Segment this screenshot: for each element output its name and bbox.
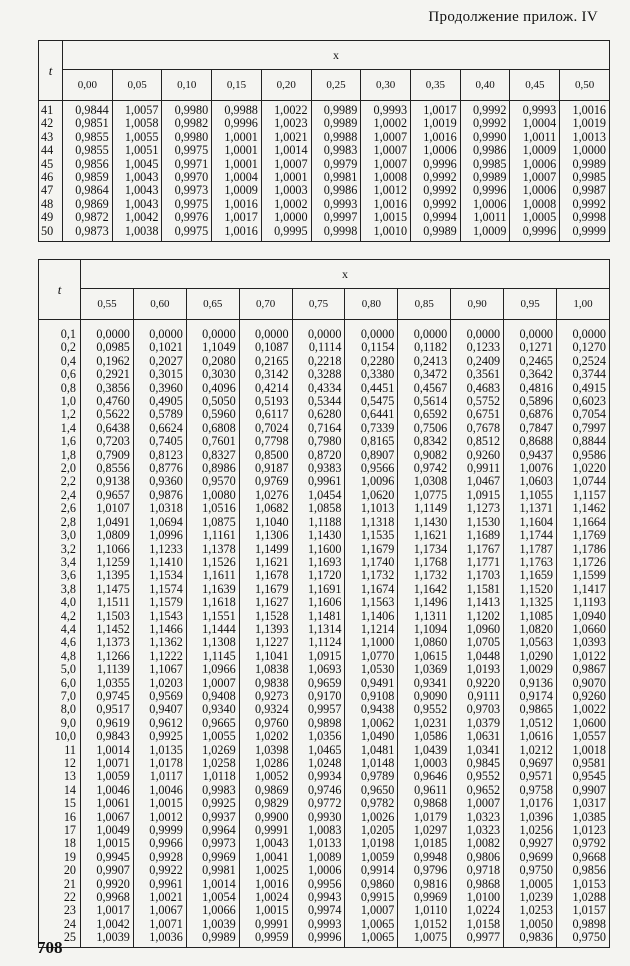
running-header: Продолжение прилож. IV	[428, 9, 598, 25]
column-header: 0,95	[504, 289, 557, 320]
values-column: 0,9988 0,9996 1,0001 1,0001 1,0001 1,0004 1,0009 1,0016 1,0017 1,0016	[212, 101, 262, 242]
column-header: 0,35	[411, 70, 461, 101]
values-column: 0,0000 0,0985 0,1962 0,2921 0,3856 0,4760 0,5622 0,6438 0,7203 0,7909 0,8556 0,9138 0,9657 1,0107 1,0491 1,0809 1,1066 1,1259 1,1395 1,1475 1,1511 1,1503 1,1452 1,1373 1,1266 1,1139 1,0355 0,9745 0,9517 0,9619 0,9843 1,0014 1,0071 1,0059 1,0046 1,0061 1,0067 1,0049 1,0015 0,9945 0,9907 0,9920 0,9968 1,0017 1,0042 1,0039	[81, 320, 134, 948]
values-column: 0,0000 0,1182 0,2413 0,3472 0,4567 0,5614 0,6592 0,7506 0,8342 0,9082 0,9742 1,0308 1,0775 1,1149 1,1430 1,1621 1,1734 1,1768 1,1732 1,1642 1,1496 1,1311 1,1094 1,0860 1,0615 1,0369 0,9341 0,9090 0,9552 1,0231 1,0586 1,0439 1,0003 0,9646 0,9611 0,9868 1,0179 1,0297 1,0185 0,9948 0,9796 0,9816 0,9969 1,0110 1,0152 1,0075	[398, 320, 451, 948]
column-header: 0,50	[560, 70, 610, 101]
values-column: 1,0022 1,0023 1,0021 1,0014 1,0007 1,0001 1,0003 1,0002 1,0000 0,9995	[261, 101, 311, 242]
values-column: 0,9844 0,9851 0,9855 0,9855 0,9856 0,9859 0,9864 0,9869 0,9872 0,9873	[63, 101, 113, 242]
column-header: 0,30	[361, 70, 411, 101]
column-header: 0,15	[212, 70, 262, 101]
column-header: 0,10	[162, 70, 212, 101]
page-number: 708	[37, 938, 63, 957]
column-header: 0,70	[239, 289, 292, 320]
t-header: t	[39, 260, 81, 320]
values-column: 0,9993 1,0004 1,0011 1,0009 1,0006 1,0007 1,0006 1,0008 1,0005 0,9996	[510, 101, 560, 242]
t-values-column: 0,1 0,2 0,4 0,6 0,8 1,0 1,2 1,4 1,6 1,8 2,0 2,2 2,4 2,6 2,8 3,0 3,2 3,4 3,6 3,8 4,0 4,2 4,4 4,6 4,8 5,0 6,0 7,0 8,0 9,0 10,0 11 12 13 14 15 16 17 18 19 20 21 22 23 24 25	[39, 320, 81, 948]
column-header: 0,25	[311, 70, 361, 101]
t-values-column: 41 42 43 44 45 46 47 48 49 50	[39, 101, 63, 242]
values-column: 0,9980 0,9982 0,9980 0,9975 0,9971 0,9970 0,9973 0,9975 0,9976 0,9975	[162, 101, 212, 242]
values-column: 1,0057 1,0058 1,0055 1,0051 1,0045 1,0043 1,0043 1,0043 1,0042 1,0038	[112, 101, 162, 242]
column-header: 1,00	[557, 289, 610, 320]
column-header: 0,55	[81, 289, 134, 320]
column-header: 0,75	[292, 289, 345, 320]
values-column: 0,0000 0,1114 0,2218 0,3288 0,4334 0,5344 0,6280 0,7164 0,7980 0,8720 0,9383 0,9961 1,0454 1,0858 1,1188 1,1430 1,1600 1,1693 1,1720 1,1691 1,1606 1,1481 1,1314 1,1124 1,0915 1,0693 0,9659 0,9170 0,9957 0,9898 1,0356 1,0465 1,0248 0,9934 0,9746 0,9772 0,9930 1,0083 1,0133 1,0089 1,0006 0,9956 0,9943 0,9974 0,9993 0,9996	[292, 320, 345, 948]
values-column: 0,0000 0,1271 0,2465 0,3642 0,4816 0,5896 0,6876 0,7847 0,8688 0,9437 1,0076 1,0603 1,1055 1,1371 1,1604 1,1744 1,1787 1,1763 1,1659 1,1520 1,1325 1,1085 1,0820 1,0563 1,0290 1,0029 0,9136 0,9174 0,9865 1,0512 1,0616 1,0212 0,9697 0,9571 0,9758 1,0176 1,0396 1,0256 0,9927 0,9699 0,9750 1,0005 1,0239 1,0253 1,0050 0,9836	[504, 320, 557, 948]
t-header: t	[39, 41, 63, 101]
data-table-bottom	[38, 259, 610, 948]
values-column: 1,0017 1,0019 1,0016 1,0006 0,9996 0,9992 0,9992 0,9992 0,9994 0,9989	[411, 101, 461, 242]
values-column: 0,9989 0,9989 0,9988 0,9983 0,9979 0,9981 0,9986 0,9993 0,9997 0,9998	[311, 101, 361, 242]
data-table-top	[38, 40, 610, 242]
column-header: 0,80	[345, 289, 398, 320]
column-header: 0,20	[261, 70, 311, 101]
values-column: 0,9993 1,0002 1,0007 1,0007 1,0007 1,0008 1,0012 1,0016 1,0015 1,0010	[361, 101, 411, 242]
values-column: 0,0000 0,1270 0,2524 0,3744 0,4915 0,6023 0,7054 0,7997 0,8844 0,9586 1,0220 1,0744 1,1157 1,1462 1,1664 1,1769 1,1786 1,1726 1,1599 1,1417 1,1193 1,0940 1,0660 1,0393 1,0122 0,9867 0,9070 0,9260 1,0022 1,0600 1,0557 1,0018 0,9581 0,9545 0,9907 1,0317 1,0385 1,0123 0,9792 0,9668 0,9856 1,0153 1,0288 1,0157 0,9898 0,9750	[557, 320, 610, 948]
column-header: 0,90	[451, 289, 504, 320]
x-header: x	[63, 41, 610, 70]
values-column: 0,0000 0,1087 0,2165 0,3142 0,4214 0,5193 0,6117 0,7024 0,7798 0,8500 0,9187 0,9769 1,0276 1,0682 1,1040 1,1306 1,1499 1,1621 1,1678 1,1679 1,1627 1,1528 1,1393 1,1227 1,1041 1,0838 0,9838 0,9273 0,9324 0,9760 1,0202 1,0398 1,0286 1,0052 0,9869 0,9829 0,9900 0,9991 1,0043 1,0041 1,0025 1,0016 1,0024 1,0015 0,9991 0,9959	[239, 320, 292, 948]
values-column: 0,0000 0,1233 0,2409 0,3561 0,4683 0,5752 0,6751 0,7678 0,8512 0,9260 0,9911 1,0467 1,0915 1,1273 1,1530 1,1689 1,1767 1,1771 1,1703 1,1581 1,1413 1,1202 1,0960 1,0705 1,0448 1,0193 0,9220 0,9111 0,9703 1,0379 1,0631 1,0341 0,9845 0,9552 0,9652 1,0007 1,0323 1,0323 1,0082 0,9806 0,9718 0,9868 1,0100 1,0224 1,0158 0,9977	[451, 320, 504, 948]
column-header: 0,85	[398, 289, 451, 320]
column-header: 0,60	[133, 289, 186, 320]
values-column: 0,0000 1,1049 0,2080 0,3030 0,4096 0,5050 0,5960 0,6808 0,7601 0,8327 0,8986 0,9570 1,0080 1,0516 1,0875 1,1161 1,1378 1,1526 1,1611 1,1639 1,1618 1,1551 1,1444 1,1308 1,1145 1,0966 1,0007 0,9408 0,9340 0,9665 1,0055 1,0269 1,0258 1,0118 0,9983 0,9925 0,9937 0,9964 0,9973 0,9969 0,9981 1,0014 1,0054 1,0066 1,0039 0,9989	[186, 320, 239, 948]
column-header: 0,05	[112, 70, 162, 101]
column-header: 0,45	[510, 70, 560, 101]
column-header: 0,00	[63, 70, 113, 101]
column-header: 0,65	[186, 289, 239, 320]
column-header: 0,40	[460, 70, 510, 101]
values-column: 0,0000 0,1154 0,2280 0,3380 0,4451 0,5475 0,6441 0,7339 0,8165 0,8907 0,9566 1,0096 1,0620 1,1013 1,1318 1,1535 1,1679 1,1740 1,1732 1,1674 1,1563 1,1406 1,1214 1,1000 1,0770 1,0530 0,9491 0,9108 0,9438 1,0062 1,0490 1,0481 1,0148 0,9789 0,9650 0,9782 1,0026 1,0205 1,0198 1,0059 0,9914 0,9860 0,9915 1,0007 1,0065 1,0065	[345, 320, 398, 948]
values-column: 0,9992 0,9992 0,9990 0,9986 0,9985 0,9989 0,9996 1,0006 1,0011 1,0009	[460, 101, 510, 242]
values-column: 1,0016 1,0019 1,0013 1,0000 0,9989 0,9985 0,9987 0,9992 0,9998 0,9999	[560, 101, 610, 242]
values-column: 0,0000 0,1021 0,2027 0,3015 0,3960 0,4905 0,5789 0,6624 0,7405 0,8123 0,8776 0,9360 0,9876 1,0318 1,0694 1,0996 1,1233 1,1410 1,1534 1,1574 1,1579 1,1543 1,1466 1,1362 1,1222 1,1067 1,0203 0,9569 0,9407 0,9612 0,9925 1,0135 1,0178 1,0117 1,0046 1,0015 1,0012 0,9999 0,9966 0,9928 0,9922 0,9961 1,0021 1,0067 1,0071 1,0036	[133, 320, 186, 948]
x-header: x	[81, 260, 610, 289]
